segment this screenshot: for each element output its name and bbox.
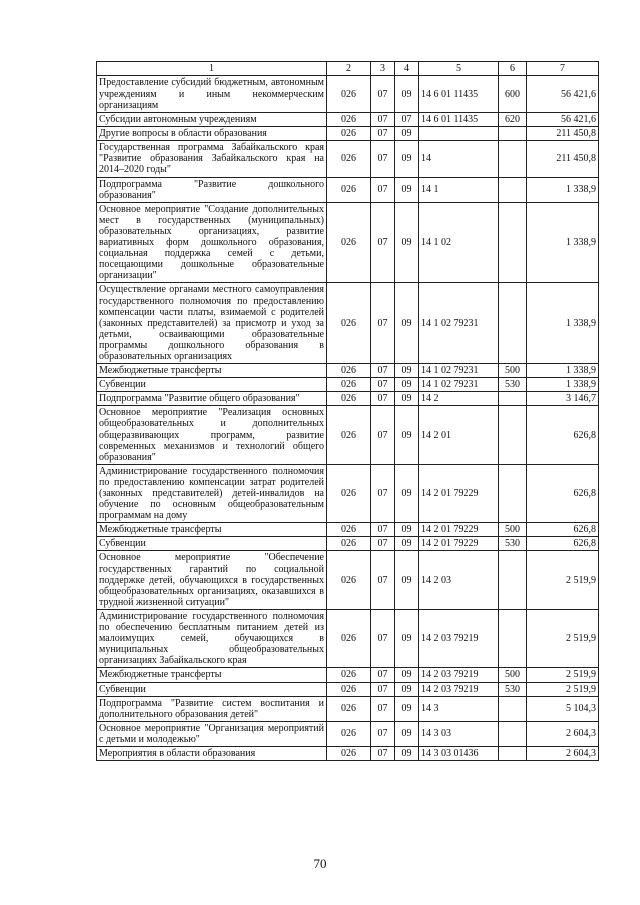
cell-admin: 026 [327,392,371,406]
cell-admin: 026 [327,721,371,746]
cell-subsection: 09 [395,668,419,682]
cell-section: 07 [371,609,395,667]
header-row [97,62,599,76]
cell-name: Государственная программа Забайкальского края "Развитие образования Забайкальского края на 2014–2020 годы" [97,141,327,177]
table-row [97,523,599,537]
cell-article: 14 2 01 79229 [419,537,499,551]
cell-article: 14 2 01 79229 [419,464,499,522]
cell-type: 530 [499,378,527,392]
cell-subsection: 09 [395,283,419,364]
table-row [97,537,599,551]
cell-type [499,127,527,141]
cell-name: Мероприятия в области образования [97,746,327,760]
budget-table [96,61,599,761]
cell-admin: 026 [327,177,371,202]
cell-section: 07 [371,464,395,522]
cell-admin: 026 [327,746,371,760]
cell-admin: 026 [327,523,371,537]
table-row [97,721,599,746]
cell-amount: 56 421,6 [527,113,599,127]
cell-type [499,141,527,177]
cell-subsection: 09 [395,406,419,464]
cell-article: 14 6 01 11435 [419,113,499,127]
cell-admin: 026 [327,682,371,696]
cell-section: 07 [371,746,395,760]
cell-subsection: 09 [395,523,419,537]
table-row [97,283,599,364]
cell-subsection: 09 [395,551,419,609]
cell-section: 07 [371,523,395,537]
cell-name: Межбюджетные трансферты [97,523,327,537]
cell-name: Подпрограмма "Развитие систем воспитания и дополнительного образования детей" [97,696,327,721]
cell-subsection: 09 [395,721,419,746]
table-row [97,127,599,141]
cell-article: 14 2 03 79219 [419,609,499,667]
cell-amount: 211 450,8 [527,127,599,141]
cell-article: 14 1 02 79231 [419,283,499,364]
cell-type [499,609,527,667]
header-col-name: 1 [97,62,327,76]
cell-name: Предоставление субсидий бюджетным, автономным учреждениям и иным некоммерческим организациям [97,76,327,113]
table-row [97,141,599,177]
cell-section: 07 [371,668,395,682]
cell-article: 14 2 03 79219 [419,682,499,696]
cell-amount: 1 338,9 [527,283,599,364]
cell-type: 500 [499,668,527,682]
cell-name: Межбюджетные трансферты [97,668,327,682]
cell-article: 14 1 02 79231 [419,378,499,392]
cell-type [499,283,527,364]
cell-subsection: 07 [395,113,419,127]
cell-section: 07 [371,202,395,283]
cell-amount: 5 104,3 [527,696,599,721]
cell-article: 14 1 [419,177,499,202]
cell-admin: 026 [327,283,371,364]
table-row [97,551,599,609]
cell-amount: 2 604,3 [527,746,599,760]
cell-section: 07 [371,392,395,406]
cell-type: 620 [499,113,527,127]
table-row [97,609,599,667]
cell-subsection: 09 [395,609,419,667]
cell-section: 07 [371,113,395,127]
table-row [97,202,599,283]
table-header [97,62,599,76]
header-col-article: 5 [419,62,499,76]
cell-article: 14 2 03 [419,551,499,609]
cell-name: Субсидии автономным учреждениям [97,113,327,127]
cell-section: 07 [371,721,395,746]
page-number: 70 [313,856,327,871]
cell-type [499,721,527,746]
cell-amount: 626,8 [527,537,599,551]
cell-section: 07 [371,177,395,202]
table-row [97,76,599,113]
cell-amount: 2 519,9 [527,682,599,696]
cell-admin: 026 [327,609,371,667]
cell-subsection: 09 [395,364,419,378]
cell-admin: 026 [327,696,371,721]
cell-type [499,202,527,283]
cell-amount: 1 338,9 [527,177,599,202]
cell-article: 14 3 03 [419,721,499,746]
cell-article: 14 1 02 79231 [419,364,499,378]
cell-amount: 2 519,9 [527,609,599,667]
cell-article: 14 6 01 11435 [419,76,499,113]
cell-article: 14 3 [419,696,499,721]
cell-type: 530 [499,682,527,696]
cell-admin: 026 [327,668,371,682]
table-row [97,113,599,127]
cell-name: Подпрограмма "Развитие дошкольного образования" [97,177,327,202]
cell-name: Осуществление органами местного самоуправления государственного полномочия по предоставлению компенсации части платы, взимаемой с родителей (законных представителей) за присмотр и уход за детьми, осваивающими образовательные программы дошкольного образования в образовательных организациях [97,283,327,364]
cell-amount: 626,8 [527,464,599,522]
table-row [97,392,599,406]
cell-name: Основное мероприятие "Обеспечение государственных гарантий по социальной поддержке детей, обучающихся в государственных общеобразовательных организациях, оказавшихся в трудной жизненной ситуации" [97,551,327,609]
table-row [97,406,599,464]
cell-section: 07 [371,406,395,464]
cell-type [499,392,527,406]
header-col-admin: 2 [327,62,371,76]
cell-article: 14 2 01 [419,406,499,464]
cell-name: Основное мероприятие "Реализация основных общеобразовательных и дополнительных общеразвивающих программ, развитие современных механизмов и технологий общего образования" [97,406,327,464]
cell-name: Администрирование государственного полномочия по обеспечению бесплатным питанием детей из малоимущих семей, обучающихся в муниципальных общеобразовательных организациях Забайкальского края [97,609,327,667]
cell-type: 530 [499,537,527,551]
cell-section: 07 [371,696,395,721]
cell-amount: 626,8 [527,406,599,464]
table-body [97,76,599,761]
cell-type [499,406,527,464]
cell-name: Основное мероприятие "Создание дополнительных мест в государственных (муниципальных) образовательных организациях, развитие вариативных форм дошкольного образования, социальная поддержка семей с детьми, посещающими дошкольные образовательные организации" [97,202,327,283]
cell-amount: 3 146,7 [527,392,599,406]
cell-type [499,696,527,721]
cell-name: Субвенции [97,537,327,551]
cell-admin: 026 [327,406,371,464]
cell-article: 14 2 [419,392,499,406]
cell-amount: 2 519,9 [527,668,599,682]
table-row [97,364,599,378]
table-row [97,378,599,392]
cell-subsection: 09 [395,746,419,760]
cell-name: Субвенции [97,378,327,392]
header-col-type: 6 [499,62,527,76]
cell-name: Субвенции [97,682,327,696]
cell-name: Подпрограмма "Развитие общего образования" [97,392,327,406]
cell-amount: 2 519,9 [527,551,599,609]
cell-section: 07 [371,283,395,364]
cell-amount: 56 421,6 [527,76,599,113]
cell-admin: 026 [327,202,371,283]
cell-subsection: 09 [395,696,419,721]
cell-type [499,551,527,609]
cell-admin: 026 [327,464,371,522]
header-col-section: 3 [371,62,395,76]
header-col-subsection: 4 [395,62,419,76]
cell-admin: 026 [327,127,371,141]
table-row [97,746,599,760]
cell-subsection: 09 [395,378,419,392]
cell-type: 500 [499,523,527,537]
cell-admin: 026 [327,551,371,609]
cell-admin: 026 [327,113,371,127]
cell-name: Другие вопросы в области образования [97,127,327,141]
cell-section: 07 [371,127,395,141]
cell-name: Межбюджетные трансферты [97,364,327,378]
cell-type [499,464,527,522]
cell-section: 07 [371,537,395,551]
cell-article: 14 3 03 01436 [419,746,499,760]
cell-amount: 1 338,9 [527,378,599,392]
cell-article: 14 1 02 [419,202,499,283]
table-row [97,696,599,721]
cell-article: 14 2 01 79229 [419,523,499,537]
cell-subsection: 09 [395,177,419,202]
cell-section: 07 [371,141,395,177]
cell-subsection: 09 [395,127,419,141]
table-row [97,682,599,696]
cell-admin: 026 [327,378,371,392]
cell-admin: 026 [327,537,371,551]
table-row [97,177,599,202]
cell-type: 600 [499,76,527,113]
cell-section: 07 [371,551,395,609]
cell-type [499,177,527,202]
cell-subsection: 09 [395,392,419,406]
cell-type [499,746,527,760]
cell-section: 07 [371,682,395,696]
cell-amount: 626,8 [527,523,599,537]
cell-subsection: 09 [395,76,419,113]
header-col-amount: 7 [527,62,599,76]
table-row [97,668,599,682]
cell-type: 500 [499,364,527,378]
cell-subsection: 09 [395,141,419,177]
cell-amount: 1 338,9 [527,364,599,378]
cell-section: 07 [371,378,395,392]
cell-amount: 211 450,8 [527,141,599,177]
cell-section: 07 [371,76,395,113]
cell-name: Администрирование государственного полномочия по предоставлению компенсации затрат родителей (законных представителей) детей-инвалидов на обучение по основным общеобразовательным программам на дому [97,464,327,522]
cell-article: 14 [419,141,499,177]
cell-subsection: 09 [395,682,419,696]
cell-admin: 026 [327,76,371,113]
cell-subsection: 09 [395,537,419,551]
cell-section: 07 [371,364,395,378]
cell-amount: 2 604,3 [527,721,599,746]
table-row [97,464,599,522]
cell-article: 14 2 03 79219 [419,668,499,682]
cell-amount: 1 338,9 [527,202,599,283]
cell-subsection: 09 [395,202,419,283]
cell-subsection: 09 [395,464,419,522]
cell-admin: 026 [327,141,371,177]
cell-article [419,127,499,141]
cell-admin: 026 [327,364,371,378]
cell-name: Основное мероприятие "Организация мероприятий с детьми и молодежью" [97,721,327,746]
